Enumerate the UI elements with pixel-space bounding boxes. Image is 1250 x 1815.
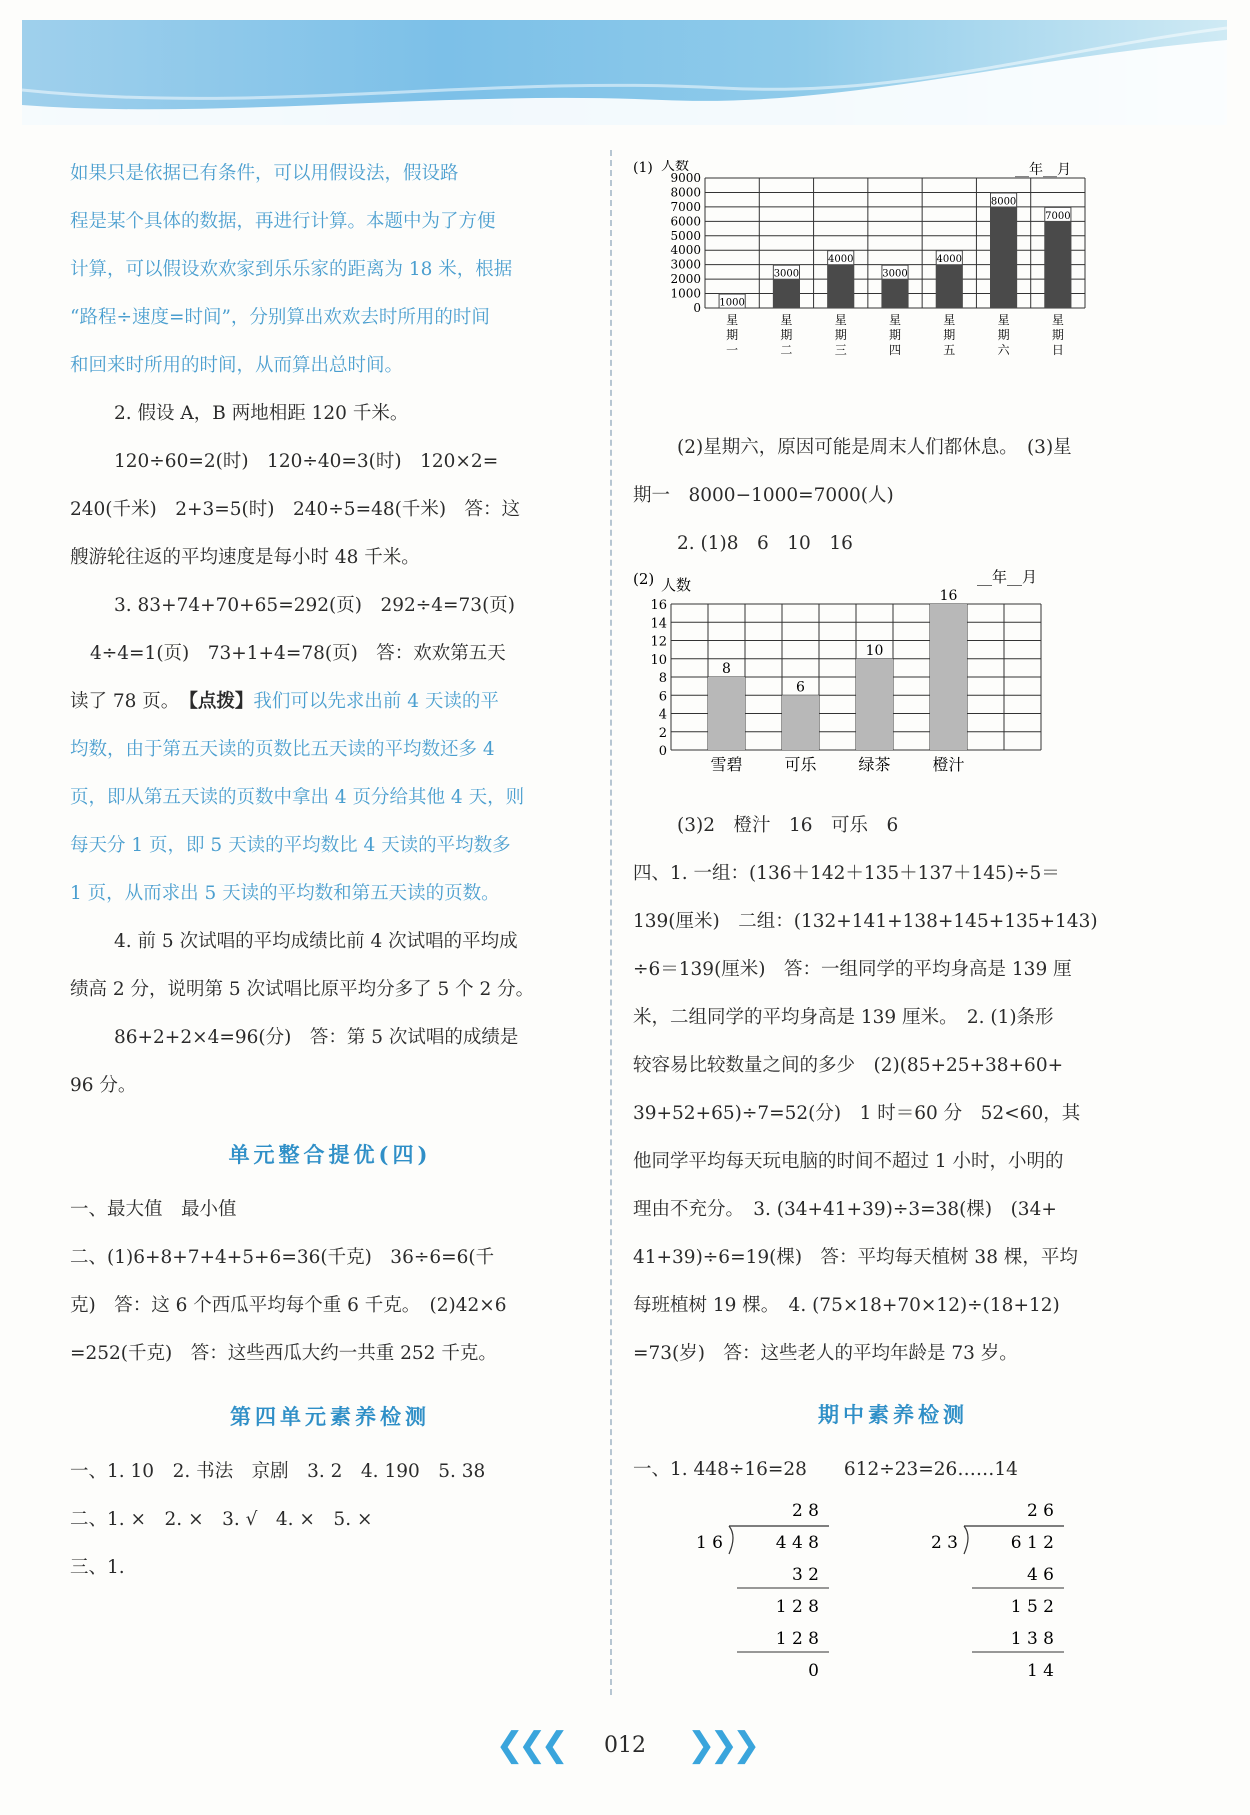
y-tick-label: 2000: [670, 272, 701, 287]
y-tick-label: 6: [658, 689, 667, 705]
division-bracket: [964, 1526, 968, 1554]
page-footer: [0, 1725, 1250, 1765]
section-title: 期中素养检测: [818, 1402, 968, 1427]
bar-chart-2: [633, 568, 1153, 798]
data-label: 7000: [1045, 210, 1071, 222]
answer-line: 期一 8000−1000=7000(人): [633, 485, 894, 506]
explanation-line: 如果只是依据已有条件，可以用假设法，假设路: [70, 163, 459, 184]
header-banner: [22, 20, 1227, 125]
x-tick-label: 星期四: [888, 313, 902, 357]
bar: [856, 659, 893, 750]
page-number: 012: [604, 1732, 646, 1758]
answer-line: 139(厘米) 二组：(132+141+138+145+135+143): [633, 911, 1098, 932]
y-tick-label: 6000: [670, 214, 701, 229]
tip-text: 我们可以先求出前 4 天读的平: [253, 691, 499, 712]
answer-line: (2)星期六，原因可能是周末人们都休息。 (3)星: [677, 437, 1072, 458]
right-arrows-icon: ❯❯❯: [687, 1725, 755, 1765]
long-division-1: [673, 1494, 873, 1704]
tip-line: 每天分 1 页，即 5 天读的平均数比 4 天读的平均数多: [70, 835, 511, 856]
y-tick-label: 8: [658, 671, 667, 686]
x-tick-label: 星期三: [834, 313, 847, 357]
y-tick-label: 4: [658, 707, 667, 723]
answer-line: =73(岁) 答：这些老人的平均年龄是 73 岁。: [633, 1343, 1018, 1364]
explanation-line: 计算，可以假设欢欢家到乐乐家的距离为 18 米，根据: [70, 259, 513, 280]
y-tick-label: 0: [658, 744, 667, 759]
right-column: [633, 160, 1153, 1704]
y-tick-label: 10: [650, 652, 667, 668]
answer-line: 3. 83+74+70+65=292(页) 292÷4=73(页): [114, 595, 516, 616]
tip-label: 【点拨】: [188, 691, 254, 712]
chart-caption: (2): [633, 570, 655, 588]
answer-line: 绩高 2 分，说明第 5 次试唱比原平均分多了 5 个 2 分。: [70, 979, 535, 1000]
x-tick-label: 橙汁: [932, 755, 965, 774]
data-label: 6: [796, 679, 805, 696]
column-divider: [610, 150, 612, 1695]
answer-text: 读了 78 页。: [70, 691, 171, 712]
bar: [930, 604, 967, 750]
y-tick-label: 4000: [670, 243, 701, 258]
bar-chart-1: [633, 160, 1153, 420]
x-tick-label: 绿茶: [858, 755, 891, 774]
answer-line: 二、(1)6+8+7+4+5+6=36(千克) 36÷6=6(千: [70, 1247, 495, 1268]
chart-drinks: [633, 568, 1153, 802]
x-tick-label: 星期日: [1051, 313, 1064, 357]
tip-line: 页，即从第五天读的页数中拿出 4 页分给其他 4 天，则: [70, 787, 525, 808]
answer-line: 96 分。: [70, 1075, 137, 1096]
chart-date-note: __年__月: [1015, 162, 1071, 178]
division-bracket: [729, 1526, 733, 1554]
x-tick-label: 星期六: [997, 313, 1010, 357]
quotient: 2 8: [791, 1501, 819, 1521]
answer-line: 较容易比较数量之间的多少 (2)(85+25+38+60+: [633, 1055, 1064, 1076]
answer-line: 240(千米) 2+3=5(时) 240÷5=48(千米) 答：这: [70, 499, 521, 520]
answer-line: 理由不充分。 3. (34+41+39)÷3=38(棵) (34+: [633, 1199, 1057, 1220]
chart-caption: (1): [633, 160, 653, 176]
explanation-line: “路程÷速度=时间”，分别算出欢欢去时所用的时间: [70, 307, 490, 328]
answer-line: 他同学平均每天玩电脑的时间不超过 1 小时，小明的: [633, 1151, 1064, 1172]
data-label: 1000: [719, 297, 745, 309]
chart-weekday-visitors: [633, 160, 1153, 424]
bar: [1044, 207, 1071, 308]
division-step: 0: [808, 1661, 819, 1681]
y-tick-label: 12: [650, 634, 667, 650]
left-arrows-icon: ❮❮❮: [495, 1725, 563, 1765]
answer-line: 4. 前 5 次试唱的平均成绩比前 4 次试唱的平均成: [114, 931, 518, 952]
answer-line: 39+52+65)÷7=52(分) 1 时＝60 分 52<60，其: [633, 1103, 1081, 1124]
division-step: 1 3 8: [1010, 1629, 1054, 1649]
answer-line: 四、1. 一组：(136＋142＋135＋137＋145)÷5＝: [633, 863, 1060, 884]
x-tick-label: 星期二: [780, 313, 793, 357]
y-tick-label: 7000: [670, 199, 701, 214]
answer-line: 一、1. 10 2. 书法 京剧 3. 2 4. 190 5. 38: [70, 1461, 486, 1482]
y-tick-label: 14: [650, 616, 667, 632]
data-label: 8000: [990, 196, 1017, 208]
x-tick-label: 星期五: [943, 313, 956, 357]
answer-line: 三、1.: [70, 1557, 125, 1578]
answer-line: 一、1. 448÷16=28 612÷23=26……14: [633, 1459, 1018, 1480]
division-step: 1 5 2: [1010, 1597, 1054, 1617]
answer-line: 86+2+2×4=96(分) 答：第 5 次试唱的成绩是: [114, 1027, 519, 1048]
bar: [708, 677, 745, 750]
y-tick-label: 16: [650, 598, 667, 613]
answer-line: 2. (1)8 6 10 16: [677, 533, 853, 554]
data-label: 4000: [827, 254, 854, 266]
division-step: 4 6: [1026, 1565, 1054, 1585]
long-division-2: [908, 1494, 1108, 1704]
answer-line: [70, 678, 590, 726]
y-tick-label: 5000: [670, 228, 701, 243]
left-column: [70, 150, 590, 1592]
x-tick-label: 星期一: [726, 313, 739, 357]
answer-line: (3)2 橙汁 16 可乐 6: [677, 815, 899, 836]
explanation-line: 程是某个具体的数据，再进行计算。本题中为了方便: [70, 211, 496, 232]
division-step: 1 2 8: [775, 1629, 819, 1649]
y-tick-label: 3000: [670, 257, 701, 272]
divisor: 1 6: [695, 1533, 723, 1553]
dividend: 6 1 2: [1010, 1533, 1054, 1553]
dividend: 4 4 8: [775, 1533, 819, 1553]
answer-line: 120÷60=2(时) 120÷40=3(时) 120×2=: [114, 451, 499, 472]
data-label: 8: [722, 661, 731, 677]
section-title: 第四单元素养检测: [230, 1404, 430, 1429]
division-step: 1 2 8: [775, 1597, 819, 1617]
answer-line: 4÷4=1(页) 73+1+4=78(页) 答：欢欢第五天: [90, 643, 506, 664]
answer-line: 艘游轮往返的平均速度是每小时 48 千米。: [70, 547, 420, 568]
y-tick-label: 2: [658, 725, 667, 741]
section-title: 单元整合提优(四): [228, 1142, 432, 1167]
answer-line: 米，二组同学的平均身高是 139 厘米。 2. (1)条形: [633, 1007, 1054, 1028]
explanation-line: 和回来时所用的时间，从而算出总时间。: [70, 355, 404, 376]
data-label: 10: [865, 642, 884, 659]
division-step: 3 2: [791, 1565, 819, 1585]
wave-decoration: [22, 20, 1227, 125]
answer-line: 2. 假设 A，B 两地相距 120 千米。: [114, 403, 409, 424]
answer-line: 克) 答：这 6 个西瓜平均每个重 6 千克。 (2)42×6: [70, 1295, 507, 1316]
bar: [990, 192, 1017, 308]
y-tick-label: 9000: [670, 171, 701, 185]
bar: [782, 695, 819, 750]
answer-line: 一、最大值 最小值: [70, 1199, 237, 1220]
divisor: 2 3: [930, 1533, 958, 1553]
y-tick-label: 8000: [670, 185, 701, 200]
answer-line: ÷6＝139(厘米) 答：一组同学的平均身高是 139 厘: [633, 959, 1072, 980]
x-tick-label: 可乐: [784, 755, 817, 774]
answer-line: 每班植树 19 棵。 4. (75×18+70×12)÷(18+12): [633, 1295, 1060, 1316]
y-axis-label: 人数: [661, 160, 689, 174]
division-step: 1 4: [1026, 1661, 1054, 1681]
chart-date-note: __年__月: [977, 568, 1038, 586]
tip-line: 均数，由于第五天读的页数比五天读的平均数还多 4: [70, 739, 495, 760]
quotient: 2 6: [1026, 1501, 1054, 1521]
data-label: 16: [939, 588, 958, 604]
x-tick-label: 雪碧: [710, 755, 743, 774]
answer-line: 41+39)÷6=19(棵) 答：平均每天植树 38 棵，平均: [633, 1247, 1078, 1268]
y-tick-label: 0: [693, 301, 701, 315]
long-division-area: [633, 1494, 1153, 1704]
y-axis-label: 人数: [661, 576, 692, 594]
data-label: 4000: [936, 254, 963, 266]
tip-line: 1 页，从而求出 5 天读的平均数和第五天读的页数。: [70, 883, 500, 904]
answer-line: 二、1. × 2. × 3. √ 4. × 5. ×: [70, 1509, 373, 1530]
answer-line: =252(千克) 答：这些西瓜大约一共重 252 千克。: [70, 1343, 497, 1364]
data-label: 3000: [882, 268, 908, 280]
data-label: 3000: [773, 268, 800, 280]
y-tick-label: 1000: [670, 286, 701, 301]
